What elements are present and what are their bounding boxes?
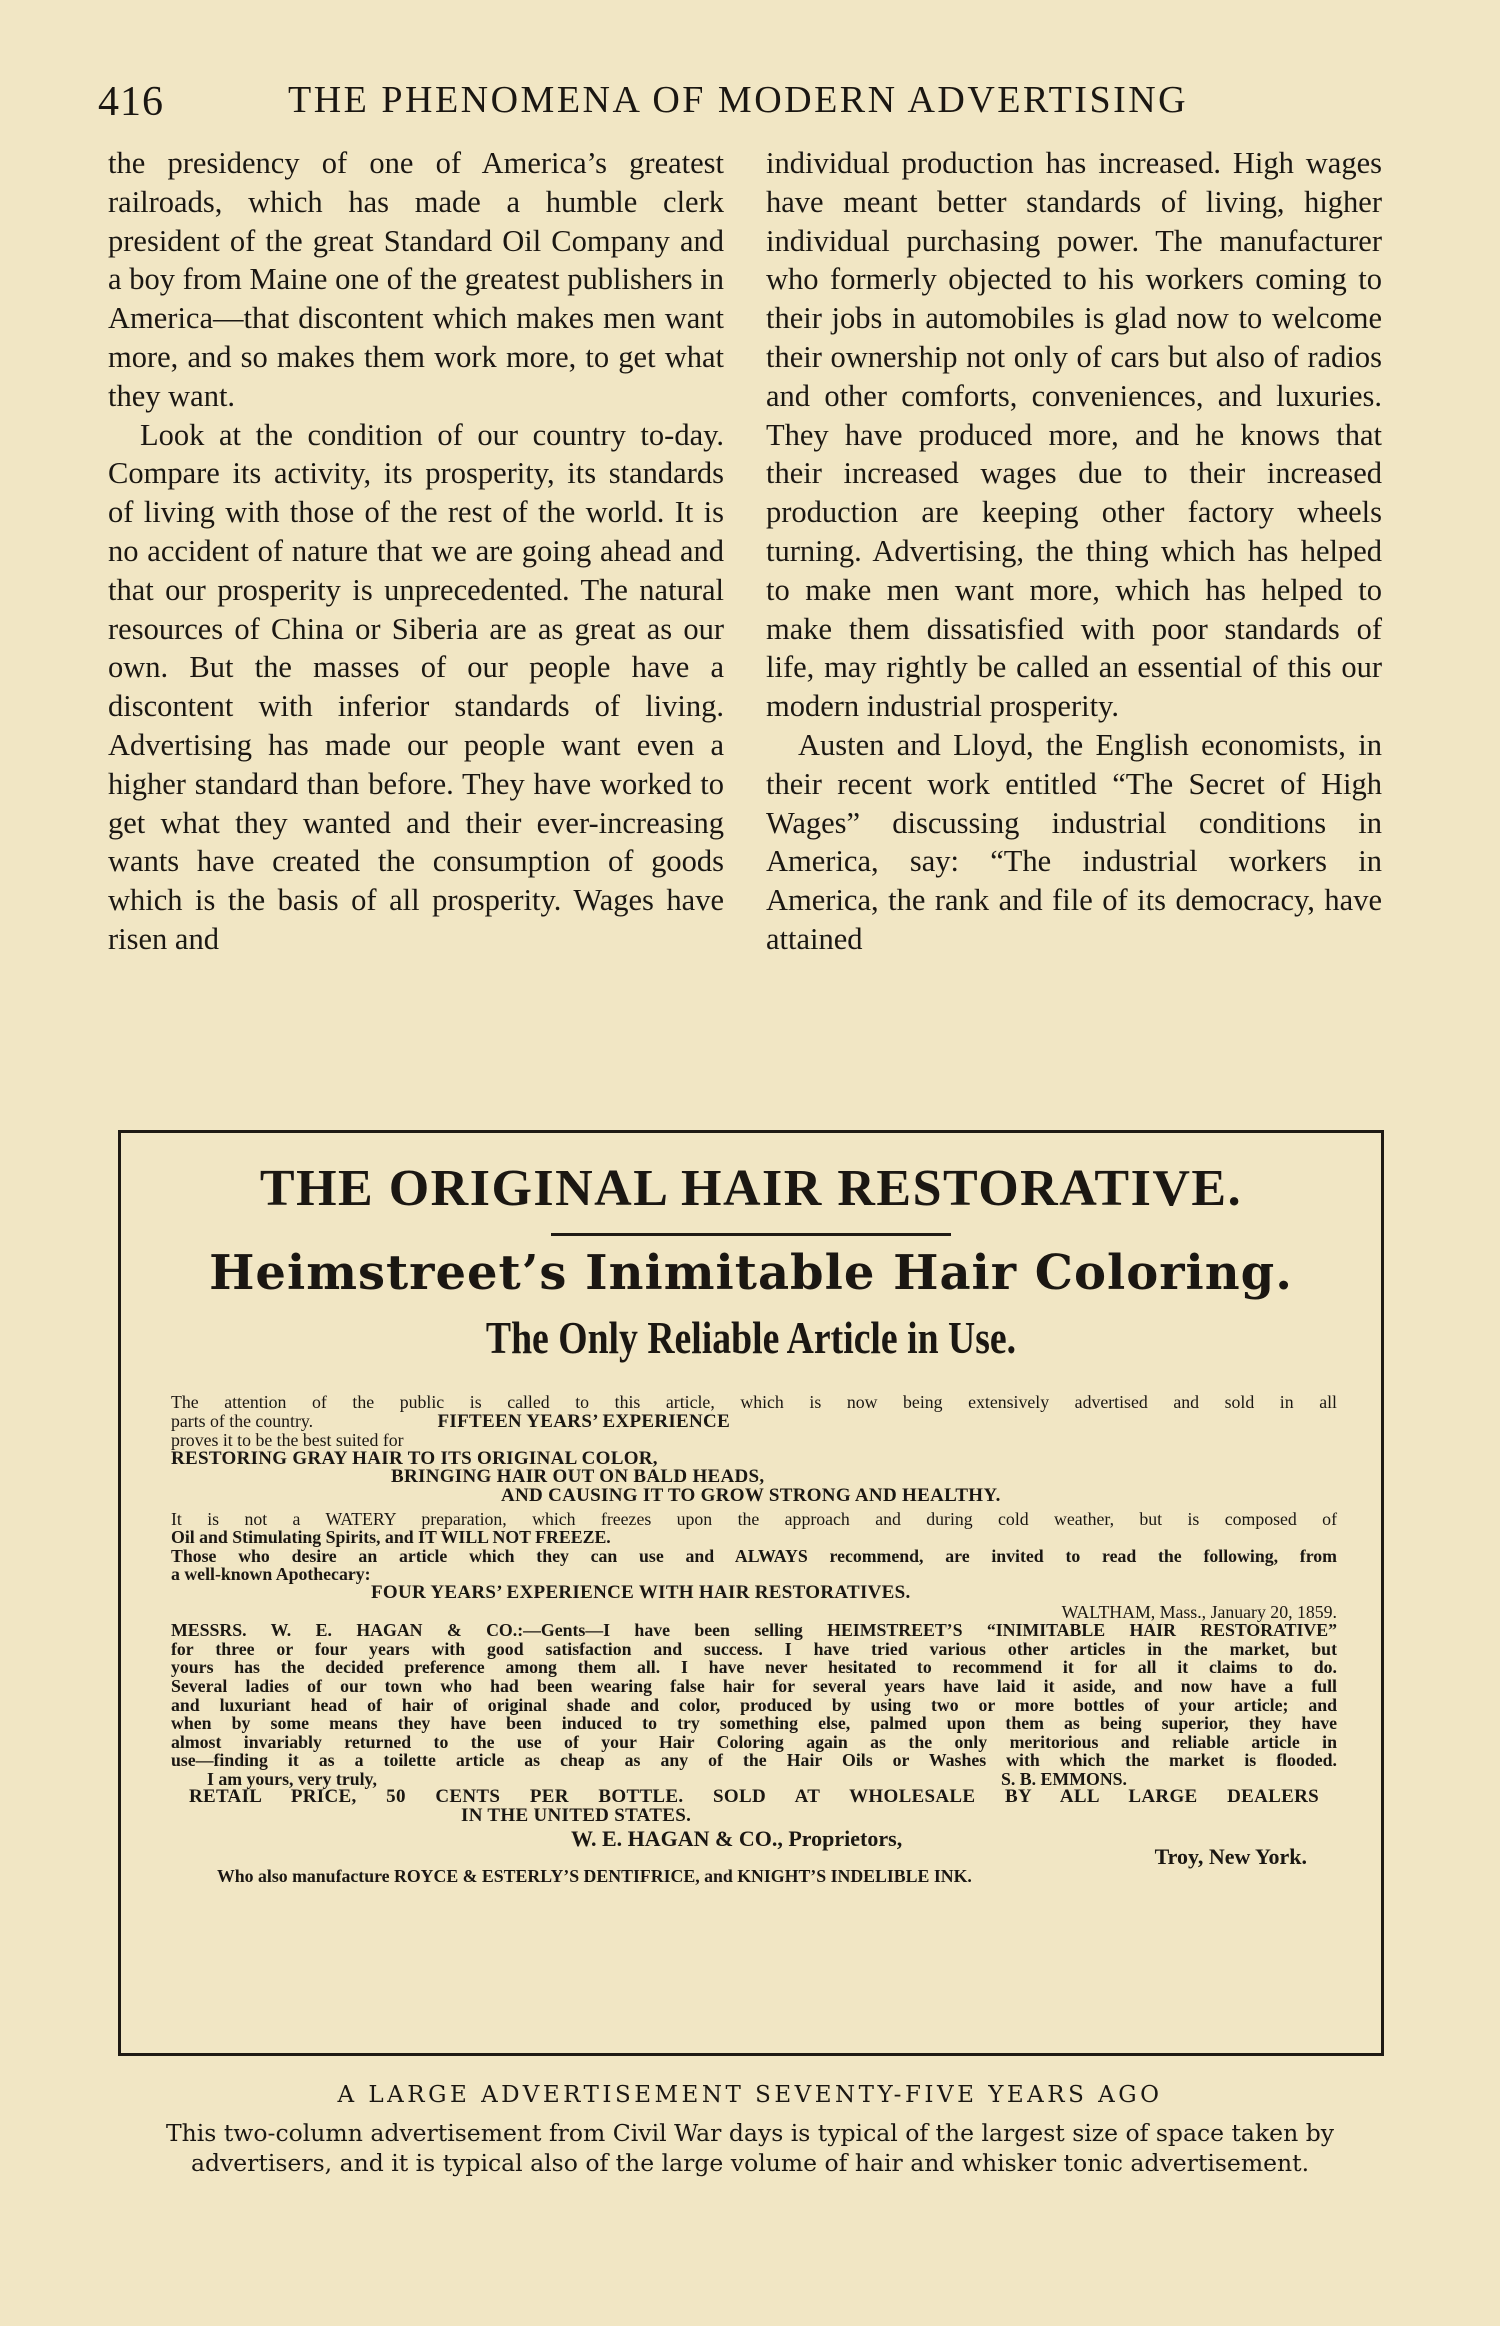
- ad-line: proves it to be the best suited for: [171, 1430, 404, 1451]
- ad-line: The attention of the public is called to this article, which is now being extensively advertised and sold in all: [171, 1392, 1337, 1412]
- ad-line-part: S. B. EMMONS.: [1001, 1768, 1127, 1789]
- ad-proprietor-line: W. E. HAGAN & CO., Proprietors,: [571, 1825, 903, 1851]
- ad-line: almost invariably returned to the use of your Hair Coloring again as the only meritorious and reliable article in: [171, 1731, 1337, 1752]
- running-head: [98, 70, 1388, 130]
- ad-divider: [551, 1233, 951, 1236]
- ad-line-part: parts of the country.: [171, 1410, 314, 1431]
- ad-line: a well-known Apothecary:: [171, 1564, 371, 1585]
- caption-heading: A LARGE ADVERTISEMENT SEVENTY-FIVE YEARS AGO: [337, 2082, 1163, 2108]
- ad-line: Oil and Stimulating Spirits, and IT WILL NOT FREEZE.: [171, 1527, 611, 1548]
- ad-title: THE ORIGINAL HAIR RESTORATIVE.: [259, 1160, 1243, 1217]
- ad-line: It is not a WATERY preparation, which freezes upon the approach and during cold weather, but is composed of: [171, 1508, 1337, 1529]
- left-column: [108, 144, 724, 959]
- ad-line: WALTHAM, Mass., January 20, 1859.: [1061, 1601, 1337, 1622]
- ad-subtitle: Heimstreet’s Inimitable Hair Coloring.: [209, 1245, 1293, 1301]
- ad-line: when by some means they have been induced to try something else, palmed upon them as being superior, they have: [171, 1713, 1337, 1734]
- running-title: THE PHENOMENA OF MODERN ADVERTISING: [288, 79, 1189, 121]
- ad-line: Several ladies of our town who had been wearing false hair for several years have laid it aside, and now have a full: [171, 1675, 1337, 1696]
- right-column: [766, 144, 1382, 959]
- ad-tagline: The Only Reliable Article in Use.: [485, 1312, 1017, 1363]
- ad-line-part: FIFTEEN YEARS’ EXPERIENCE: [437, 1410, 731, 1432]
- ad-line-part: I am yours, very truly,: [207, 1768, 377, 1789]
- ad-line: and luxuriant head of hair of original shade and color, produced by using two or more bottles of your article; and: [171, 1694, 1337, 1715]
- ad-line: for three or four years with good satisfaction and success. I have tried various other articles in the market, but: [171, 1638, 1337, 1659]
- article-columns: [108, 144, 1382, 959]
- caption-text: This two-column advertisement from Civil War days is typical of the largest size of space taken by advertisers, and it is typical also of the large volume of hair and whisker tonic advertisement.: [165, 2119, 1335, 2177]
- ad-line: Those who desire an article which they can use and ALWAYS recommend, are invited to read the following, from: [171, 1545, 1337, 1566]
- page-number: 416: [98, 79, 164, 125]
- ad-line: IN THE UNITED STATES.: [461, 1805, 692, 1827]
- ad-line: AND CAUSING IT TO GROW STRONG AND HEALTHY.: [501, 1484, 1001, 1506]
- ad-line: RETAIL PRICE, 50 CENTS PER BOTTLE. SOLD AT WHOLESALE BY ALL LARGE DEALERS: [189, 1786, 1319, 1808]
- left-paragraph-1: the presidency of one of America’s greatest railroads, which has made a humble clerk president of the great Standard Oil Company and a boy from Maine one of the greatest publishers in America—that discontent which makes men want more, and so makes them work more, to get what they want.: [108, 146, 724, 413]
- left-paragraph-2: Look at the condition of our country to-day. Compare its activity, its prosperity, its standards of living with those of the rest of the world. It is no accident of nature that we are going ahead and that our prosperity is unprecedented. The natural resources of China or Siberia are as great as our own. But the masses of our people have a discontent with inferior standards of living. Advertising has made our people want even a higher standard than before. They have worked to get what they wanted and their ever-increasing wants have created the consumption of goods which is the basis of all prosperity. Wages have risen and: [108, 417, 724, 956]
- ad-body: [171, 1393, 1337, 1885]
- ad-line: FOUR YEARS’ EXPERIENCE WITH HAIR RESTORATIVES.: [371, 1581, 911, 1603]
- right-paragraph-1: individual production has increased. High wages have meant better standards of living, higher individual purchasing power. The manufacturer who formerly objected to his workers coming to their jobs in automobiles is glad now to welcome their ownership not only of cars but also of radios and other comforts, conveniences, and luxuries. They have produced more, and he knows that their increased wages due to their increased production are keeping other factory wheels turning. Advertising, the thing which has helped to make men want more, which has helped to make them dissatisfied with poor standards of life, may rightly be called an essential of this our modern industrial prosperity.: [766, 146, 1382, 724]
- ad-line: BRINGING HAIR OUT ON BALD HEADS,: [391, 1466, 765, 1488]
- ad-line: Who also manufacture ROYCE & ESTERLY’S DENTIFRICE, and KNIGHT’S INDELIBLE INK.: [217, 1865, 972, 1886]
- ad-line: yours has the decided preference among them all. I have never hesitated to recommend it for all it claims to do.: [171, 1657, 1337, 1678]
- advertisement-box: [118, 1130, 1384, 2056]
- ad-line: use—finding it as a toilette article as cheap as any of the Hair Oils or Washes with which the market is flooded.: [171, 1750, 1337, 1771]
- ad-line: RESTORING GRAY HAIR TO ITS ORIGINAL COLOR,: [171, 1447, 658, 1469]
- ad-line: [171, 1412, 1337, 1432]
- ad-line: MESSRS. W. E. HAGAN & CO.:—Gents—I have been selling HEIMSTREET’S “INIMITABLE HAIR RESTORATIVE”: [171, 1620, 1337, 1641]
- ad-location-line: Troy, New York.: [1154, 1844, 1307, 1870]
- right-paragraph-2: Austen and Lloyd, the English economists, in their recent work entitled “The Secret of High Wages” discussing industrial conditions in America, say: “The industrial workers in America, the rank and file of its democracy, have attained: [766, 727, 1382, 956]
